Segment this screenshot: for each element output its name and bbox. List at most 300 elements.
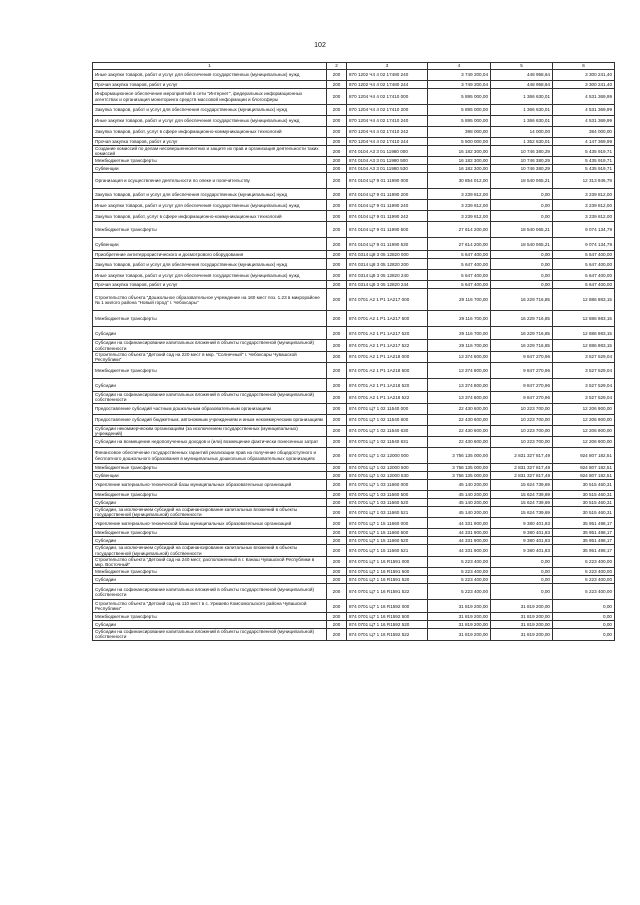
approved-amount-cell: 3 756 135 000,00	[428, 464, 491, 472]
remaining-amount-cell: 12 206 900,00	[553, 437, 615, 448]
remaining-amount-cell: 5 647 400,00	[553, 281, 615, 289]
table-row	[93, 363, 615, 379]
classification-code-cell: 874 0701 Ц7 1 15 11660 500	[347, 529, 428, 537]
approved-amount-cell: 27 614 200,00	[428, 238, 491, 251]
table-row	[93, 259, 615, 270]
executed-amount-cell: 10 223 700,00	[491, 437, 553, 448]
classification-code-cell: 874 0701 Ц7 1 02 11540 000	[347, 403, 428, 414]
executed-amount-cell: 9 847 270,96	[491, 351, 553, 362]
line-code-cell: 200	[327, 437, 347, 448]
line-code-cell: 200	[327, 81, 347, 89]
classification-code-cell: 874 0701 А2 1 Р1 1А218 000	[347, 351, 428, 362]
executed-amount-cell: 9 847 270,96	[491, 392, 553, 403]
approved-amount-cell: 16 182 300,00	[428, 146, 491, 157]
remaining-amount-cell: 12 206 900,00	[553, 425, 615, 436]
line-code-cell: 200	[327, 621, 347, 629]
executed-amount-cell: 448 958,64	[491, 81, 553, 89]
line-code-cell: 200	[327, 629, 347, 640]
executed-amount-cell: 0,00	[491, 259, 553, 270]
line-code-cell: 200	[327, 311, 347, 327]
line-code-cell: 200	[327, 105, 347, 116]
executed-amount-cell: 2 831 327 817,49	[491, 464, 553, 472]
header-cell-executed: 5	[491, 63, 553, 70]
classification-code-cell: 874 0701 Ц7 1 02 11540 600	[347, 414, 428, 425]
line-code-cell: 200	[327, 327, 347, 340]
expense-name-cell: Межбюджетные трансферты	[93, 613, 327, 621]
line-code-cell: 200	[327, 556, 347, 567]
remaining-amount-cell: 12 886 983,15	[553, 340, 615, 351]
expense-name-cell: Закупка товаров, работ, услуг в сфере информационно-коммуникационных технологий	[93, 127, 327, 138]
line-code-cell: 200	[327, 600, 347, 613]
classification-code-cell: 870 1204 Ч4 4 02 17410 200	[347, 105, 428, 116]
approved-amount-cell: 22 430 600,00	[428, 437, 491, 448]
classification-code-cell: 874 0104 Ц7 9 01 11990 240	[347, 200, 428, 211]
executed-amount-cell: 1 366 630,01	[491, 89, 553, 105]
approved-amount-cell: 44 331 900,00	[428, 518, 491, 529]
line-code-cell: 200	[327, 222, 347, 238]
table-row	[93, 464, 615, 472]
approved-amount-cell: 44 331 900,00	[428, 529, 491, 537]
table-row	[93, 165, 615, 173]
approved-amount-cell: 45 140 200,00	[428, 499, 491, 507]
approved-amount-cell: 5 647 400,00	[428, 251, 491, 259]
remaining-amount-cell: 30 515 460,31	[553, 507, 615, 518]
classification-code-cell: 874 0701 А2 1 Р1 1А218 500	[347, 363, 428, 379]
line-code-cell: 200	[327, 340, 347, 351]
executed-amount-cell: 16 229 716,85	[491, 327, 553, 340]
approved-amount-cell: 5 223 400,00	[428, 556, 491, 567]
executed-amount-cell: 0,00	[491, 576, 553, 584]
remaining-amount-cell: 12 886 983,15	[553, 289, 615, 311]
table-row	[93, 379, 615, 392]
classification-code-cell: 874 0104 Ц7 9 01 11990 530	[347, 238, 428, 251]
approved-amount-cell: 3 756 135 000,00	[428, 472, 491, 480]
classification-code-cell: 874 0701 А2 1 Р1 1А218 520	[347, 379, 428, 392]
classification-code-cell: 874 0701 Ц7 1 03 11660 500	[347, 491, 428, 499]
executed-amount-cell: 18 540 065,21	[491, 222, 553, 238]
executed-amount-cell: 9 380 401,83	[491, 545, 553, 556]
remaining-amount-cell: 4 147 369,99	[553, 138, 615, 146]
line-code-cell: 200	[327, 518, 347, 529]
remaining-amount-cell: 3 239 812,00	[553, 189, 615, 200]
approved-amount-cell: 16 182 300,00	[428, 165, 491, 173]
executed-amount-cell: 1 366 630,01	[491, 116, 553, 127]
line-code-cell: 200	[327, 89, 347, 105]
approved-amount-cell: 3 756 135 000,00	[428, 448, 491, 464]
executed-amount-cell: 31 819 200,00	[491, 621, 553, 629]
table-row	[93, 238, 615, 251]
table-row	[93, 472, 615, 480]
classification-code-cell: 874 0701 Ц7 1 16 R1592 522	[347, 629, 428, 640]
classification-code-cell: 874 0701 Ц7 1 16 R1591 000	[347, 556, 428, 567]
remaining-amount-cell: 3 239 812,00	[553, 211, 615, 222]
expense-name-cell: Субсидии на софинансирование капитальных вложений в объекты государственной (муниципальной) собственности	[93, 584, 327, 600]
classification-code-cell: 874 0104 Ц7 9 01 11990 242	[347, 211, 428, 222]
line-code-cell: 200	[327, 363, 347, 379]
classification-code-cell: 874 0701 А2 1 Р1 1А217 522	[347, 340, 428, 351]
classification-code-cell: 874 0701 Ц7 1 16 R1592 520	[347, 621, 428, 629]
table-row	[93, 81, 615, 89]
classification-code-cell: 874 0701 Ц7 1 15 11660 520	[347, 537, 428, 545]
table-row	[93, 251, 615, 259]
table-row	[93, 518, 615, 529]
executed-amount-cell: 0,00	[491, 211, 553, 222]
approved-amount-cell: 5 223 400,00	[428, 576, 491, 584]
classification-code-cell: 870 1204 Ч4 4 02 17410 000	[347, 89, 428, 105]
expense-name-cell: Субсидии	[93, 576, 327, 584]
line-code-cell: 200	[327, 127, 347, 138]
table-row	[93, 448, 615, 464]
classification-code-cell: 874 0104 Ц7 9 01 11990 200	[347, 189, 428, 200]
table-header-row	[93, 63, 615, 70]
executed-amount-cell: 16 229 716,85	[491, 340, 553, 351]
remaining-amount-cell: 12 886 983,15	[553, 311, 615, 327]
expense-name-cell: Межбюджетные трансферты	[93, 311, 327, 327]
executed-amount-cell: 9 380 401,83	[491, 537, 553, 545]
approved-amount-cell: 31 819 200,00	[428, 621, 491, 629]
executed-amount-cell: 15 624 739,69	[491, 480, 553, 491]
table-row	[93, 157, 615, 165]
expense-name-cell: Прочая закупка товаров, работ и услуг	[93, 281, 327, 289]
line-code-cell: 200	[327, 584, 347, 600]
approved-amount-cell: 13 374 800,00	[428, 363, 491, 379]
approved-amount-cell: 30 854 012,00	[428, 173, 491, 189]
remaining-amount-cell: 5 223 400,00	[553, 576, 615, 584]
expense-name-cell: Иные закупки товаров, работ и услуг для обеспечения государственных (муниципальных) нужд	[93, 70, 327, 81]
approved-amount-cell: 5 647 400,00	[428, 259, 491, 270]
approved-amount-cell: 44 331 900,00	[428, 545, 491, 556]
table-row	[93, 507, 615, 518]
line-code-cell: 200	[327, 138, 347, 146]
line-code-cell: 200	[327, 116, 347, 127]
remaining-amount-cell: 3 300 241,40	[553, 70, 615, 81]
remaining-amount-cell: 384 000,00	[553, 127, 615, 138]
table-row	[93, 289, 615, 311]
approved-amount-cell: 5 223 400,00	[428, 584, 491, 600]
classification-code-cell: 874 0701 Ц7 1 16 R1592 000	[347, 600, 428, 613]
approved-amount-cell: 3 239 812,00	[428, 200, 491, 211]
approved-amount-cell: 31 819 200,00	[428, 600, 491, 613]
remaining-amount-cell: 5 435 919,71	[553, 146, 615, 157]
line-code-cell: 200	[327, 480, 347, 491]
executed-amount-cell: 2 831 327 817,49	[491, 472, 553, 480]
expense-name-cell: Иные закупки товаров, работ и услуг для обеспечения государственных (муниципальных) нужд	[93, 200, 327, 211]
executed-amount-cell: 10 746 380,29	[491, 157, 553, 165]
table-row	[93, 70, 615, 81]
table-row	[93, 146, 615, 157]
executed-amount-cell: 9 380 401,83	[491, 529, 553, 537]
remaining-amount-cell: 30 515 460,31	[553, 491, 615, 499]
executed-amount-cell: 14 000,00	[491, 127, 553, 138]
table-row	[93, 437, 615, 448]
remaining-amount-cell: 3 300 241,40	[553, 81, 615, 89]
classification-code-cell: 874 0701 Ц7 1 03 11660 000	[347, 480, 428, 491]
expense-name-cell: Предоставление субсидий частным дошкольным образовательным организациям	[93, 403, 327, 414]
classification-code-cell: 870 1204 Ч4 4 02 17410 242	[347, 127, 428, 138]
executed-amount-cell: 1 366 630,01	[491, 105, 553, 116]
expense-name-cell: Субсидии, за исключением субсидий на софинансирование капитальных вложений в объекты государственной (муниципальной) собственности	[93, 507, 327, 518]
table-row	[93, 127, 615, 138]
expense-name-cell: Иные закупки товаров, работ и услуг для обеспечения государственных (муниципальных) нужд	[93, 270, 327, 281]
expense-name-cell: Межбюджетные трансферты	[93, 464, 327, 472]
budget-execution-table	[92, 62, 615, 641]
expense-name-cell: Закупка товаров, работ и услуг для обеспечения государственных (муниципальных) нужд	[93, 189, 327, 200]
classification-code-cell: 874 0104 А3 3 01 11980 530	[347, 165, 428, 173]
classification-code-cell: 874 0701 Ц7 1 16 R1592 500	[347, 613, 428, 621]
remaining-amount-cell: 12 206 900,00	[553, 403, 615, 414]
table-row	[93, 480, 615, 491]
line-code-cell: 200	[327, 289, 347, 311]
executed-amount-cell: 1 352 630,01	[491, 138, 553, 146]
approved-amount-cell: 3 749 200,04	[428, 81, 491, 89]
remaining-amount-cell: 35 951 498,17	[553, 518, 615, 529]
classification-code-cell: 874 0701 Ц7 1 16 R1591 522	[347, 584, 428, 600]
line-code-cell: 200	[327, 545, 347, 556]
executed-amount-cell: 15 624 739,69	[491, 491, 553, 499]
approved-amount-cell: 31 819 200,00	[428, 613, 491, 621]
approved-amount-cell: 3 239 812,00	[428, 211, 491, 222]
classification-code-cell: 874 0104 Ц7 9 01 11990 000	[347, 173, 428, 189]
table-row	[93, 327, 615, 340]
remaining-amount-cell: 924 807 182,51	[553, 448, 615, 464]
line-code-cell: 200	[327, 568, 347, 576]
classification-code-cell: 874 0701 Ц7 1 02 12000 530	[347, 472, 428, 480]
remaining-amount-cell: 3 527 529,04	[553, 351, 615, 362]
executed-amount-cell: 9 847 270,96	[491, 363, 553, 379]
classification-code-cell: 874 0701 А2 1 Р1 1А217 520	[347, 327, 428, 340]
approved-amount-cell: 22 430 600,00	[428, 414, 491, 425]
line-code-cell: 200	[327, 491, 347, 499]
executed-amount-cell: 15 624 739,69	[491, 499, 553, 507]
line-code-cell: 200	[327, 270, 347, 281]
remaining-amount-cell: 3 527 529,04	[553, 392, 615, 403]
remaining-amount-cell: 5 647 400,00	[553, 259, 615, 270]
line-code-cell: 200	[327, 414, 347, 425]
remaining-amount-cell: 5 435 919,71	[553, 165, 615, 173]
table-row	[93, 211, 615, 222]
executed-amount-cell: 31 819 200,00	[491, 613, 553, 621]
expense-name-cell: Создание комиссий по делам несовершеннолетних и защите их прав и организация деятельности таких комиссий	[93, 146, 327, 157]
remaining-amount-cell: 0,00	[553, 629, 615, 640]
expense-name-cell: Закупка товаров, работ и услуг для обеспечения государственных (муниципальных) нужд	[93, 105, 327, 116]
expense-name-cell: Субсидии	[93, 379, 327, 392]
expense-name-cell: Укрепление материально-технической базы муниципальных образовательных организаций	[93, 480, 327, 491]
remaining-amount-cell: 0,00	[553, 600, 615, 613]
executed-amount-cell: 0,00	[491, 584, 553, 600]
table-row	[93, 425, 615, 436]
table-row	[93, 414, 615, 425]
table-row	[93, 116, 615, 127]
approved-amount-cell: 31 819 200,00	[428, 629, 491, 640]
expense-name-cell: Субсидии	[93, 537, 327, 545]
expense-name-cell: Межбюджетные трансферты	[93, 157, 327, 165]
expense-name-cell: Субсидии	[93, 499, 327, 507]
executed-amount-cell: 0,00	[491, 189, 553, 200]
approved-amount-cell: 16 182 300,00	[428, 157, 491, 165]
table-row	[93, 545, 615, 556]
header-cell-remaining: 6	[553, 63, 615, 70]
classification-code-cell: 874 0701 Ц7 1 02 11540 630	[347, 425, 428, 436]
approved-amount-cell: 13 374 800,00	[428, 392, 491, 403]
remaining-amount-cell: 3 239 812,00	[553, 200, 615, 211]
expense-name-cell: Строительство объекта "Детский сад на 220 мест в мкр. "Солнечный" г. Чебоксары Чувашской Республики"	[93, 351, 327, 362]
table-row	[93, 281, 615, 289]
approved-amount-cell: 22 430 600,00	[428, 425, 491, 436]
line-code-cell: 200	[327, 537, 347, 545]
approved-amount-cell: 5 647 400,00	[428, 270, 491, 281]
line-code-cell: 200	[327, 472, 347, 480]
header-cell-code: 2	[327, 63, 347, 70]
table-row	[93, 270, 615, 281]
table-row	[93, 584, 615, 600]
expense-name-cell: Организация и осуществление деятельности по опеке и попечительству	[93, 173, 327, 189]
approved-amount-cell: 13 374 800,00	[428, 351, 491, 362]
expense-name-cell: Межбюджетные трансферты	[93, 363, 327, 379]
line-code-cell: 200	[327, 173, 347, 189]
line-code-cell: 200	[327, 425, 347, 436]
classification-code-cell: 874 0701 Ц7 1 16 R1591 500	[347, 568, 428, 576]
classification-code-cell: 874 0701 Ц7 1 02 12000 500	[347, 464, 428, 472]
table-row	[93, 392, 615, 403]
classification-code-cell: 874 0701 Ц7 1 15 11660 000	[347, 518, 428, 529]
approved-amount-cell: 5 895 000,00	[428, 105, 491, 116]
approved-amount-cell: 398 000,00	[428, 127, 491, 138]
line-code-cell: 200	[327, 146, 347, 157]
classification-code-cell: 870 1204 Ч4 4 02 17410 244	[347, 138, 428, 146]
expense-name-cell: Субсидии на возмещение недополученных доходов и (или) возмещение фактически понесенных затрат	[93, 437, 327, 448]
expense-name-cell: Межбюджетные трансферты	[93, 568, 327, 576]
expense-name-cell: Строительство объекта "Дошкольное образовательное учреждение на 160 мест поз. 1.23 в микрорайоне № 1 жилого района "Новый город" г. Чебоксары"	[93, 289, 327, 311]
approved-amount-cell: 5 895 000,00	[428, 116, 491, 127]
classification-code-cell: 874 0701 Ц7 1 03 11660 521	[347, 507, 428, 518]
expense-name-cell: Предоставление субсидий бюджетным, автономным учреждениям и иным некоммерческим организациям	[93, 414, 327, 425]
executed-amount-cell: 0,00	[491, 556, 553, 567]
remaining-amount-cell: 30 515 460,31	[553, 499, 615, 507]
line-code-cell: 200	[327, 259, 347, 270]
table-row	[93, 556, 615, 567]
table-body	[93, 70, 615, 641]
approved-amount-cell: 13 374 800,00	[428, 379, 491, 392]
remaining-amount-cell: 9 074 134,79	[553, 238, 615, 251]
remaining-amount-cell: 924 807 182,51	[553, 464, 615, 472]
remaining-amount-cell: 35 951 498,17	[553, 529, 615, 537]
expense-name-cell: Иные закупки товаров, работ и услуг для обеспечения государственных (муниципальных) нужд	[93, 116, 327, 127]
expense-name-cell: Закупка товаров, работ и услуг для обеспечения государственных (муниципальных) нужд	[93, 259, 327, 270]
table-row	[93, 613, 615, 621]
remaining-amount-cell: 3 527 529,04	[553, 363, 615, 379]
table-row	[93, 629, 615, 640]
line-code-cell: 200	[327, 281, 347, 289]
expense-name-cell: Субсидии на софинансирование капитальных вложений в объекты государственной (муниципальной) собственности	[93, 629, 327, 640]
line-code-cell: 200	[327, 70, 347, 81]
line-code-cell: 200	[327, 448, 347, 464]
expense-name-cell: Субсидии на софинансирование капитальных вложений в объекты государственной (муниципальной) собственности	[93, 340, 327, 351]
classification-code-cell: 874 0314 Ц8 3 05 12820 240	[347, 270, 428, 281]
classification-code-cell: 870 1202 Ч4 4 02 17480 244	[347, 81, 428, 89]
remaining-amount-cell: 924 807 182,51	[553, 472, 615, 480]
approved-amount-cell: 29 116 700,00	[428, 340, 491, 351]
remaining-amount-cell: 4 531 369,99	[553, 89, 615, 105]
line-code-cell: 200	[327, 200, 347, 211]
remaining-amount-cell: 5 223 400,00	[553, 584, 615, 600]
executed-amount-cell: 10 223 700,00	[491, 414, 553, 425]
executed-amount-cell: 0,00	[491, 281, 553, 289]
classification-code-cell: 874 0701 А2 1 Р1 1А217 500	[347, 311, 428, 327]
executed-amount-cell: 16 229 716,85	[491, 311, 553, 327]
expense-name-cell: Субвенции	[93, 238, 327, 251]
expense-name-cell: Строительство объекта "Детский сад на 110 мест в с. Урмаево Комсомольского района Чувашской Республики"	[93, 600, 327, 613]
header-cell-approved: 4	[428, 63, 491, 70]
executed-amount-cell: 0,00	[491, 251, 553, 259]
approved-amount-cell: 29 116 700,00	[428, 289, 491, 311]
executed-amount-cell: 0,00	[491, 270, 553, 281]
line-code-cell: 200	[327, 499, 347, 507]
executed-amount-cell: 9 847 270,96	[491, 379, 553, 392]
executed-amount-cell: 18 540 065,21	[491, 173, 553, 189]
approved-amount-cell: 29 116 700,00	[428, 311, 491, 327]
remaining-amount-cell: 5 647 400,00	[553, 270, 615, 281]
remaining-amount-cell: 5 647 400,00	[553, 251, 615, 259]
table-row	[93, 138, 615, 146]
classification-code-cell: 874 0104 А3 3 01 11980 000	[347, 146, 428, 157]
line-code-cell: 200	[327, 576, 347, 584]
table-row	[93, 529, 615, 537]
expense-name-cell: Субсидии некоммерческим организациям (за исключением государственных (муниципальных) учреждений)	[93, 425, 327, 436]
remaining-amount-cell: 12 206 900,00	[553, 414, 615, 425]
remaining-amount-cell: 0,00	[553, 613, 615, 621]
approved-amount-cell: 45 140 200,00	[428, 507, 491, 518]
remaining-amount-cell: 5 223 400,00	[553, 568, 615, 576]
approved-amount-cell: 3 749 200,04	[428, 70, 491, 81]
executed-amount-cell: 18 540 065,21	[491, 238, 553, 251]
approved-amount-cell: 27 614 200,00	[428, 222, 491, 238]
classification-code-cell: 874 0701 А2 1 Р1 1А218 522	[347, 392, 428, 403]
expense-name-cell: Субсидии на софинансирование капитальных вложений в объекты государственной (муниципальной) собственности	[93, 392, 327, 403]
executed-amount-cell: 15 624 739,69	[491, 507, 553, 518]
line-code-cell: 200	[327, 464, 347, 472]
line-code-cell: 200	[327, 238, 347, 251]
line-code-cell: 200	[327, 165, 347, 173]
expense-name-cell: Информационное обеспечение мероприятий в сети "Интернет", федеральных информационных агентствах и организация мониторинга средств массовой информации и блогосферы	[93, 89, 327, 105]
table-row	[93, 89, 615, 105]
line-code-cell: 200	[327, 507, 347, 518]
approved-amount-cell: 5 647 400,00	[428, 281, 491, 289]
expense-name-cell: Финансовое обеспечение государственных гарантий реализации прав на получение общедоступного и бесплатного дошкольного образования в муниципальных дошкольных образовательных организациях	[93, 448, 327, 464]
expense-name-cell: Субвенции	[93, 165, 327, 173]
classification-code-cell: 874 0701 Ц7 1 03 11660 520	[347, 499, 428, 507]
table-row	[93, 189, 615, 200]
remaining-amount-cell: 4 531 369,99	[553, 116, 615, 127]
classification-code-cell: 874 0701 Ц7 1 02 12000 000	[347, 448, 428, 464]
table-row	[93, 621, 615, 629]
expense-name-cell: Межбюджетные трансферты	[93, 491, 327, 499]
remaining-amount-cell: 35 951 498,17	[553, 545, 615, 556]
line-code-cell: 200	[327, 379, 347, 392]
table-row	[93, 200, 615, 211]
approved-amount-cell: 22 430 600,00	[428, 403, 491, 414]
table-row	[93, 491, 615, 499]
expense-name-cell: Приобретение антитеррористического и досмотрового оборудования	[93, 251, 327, 259]
line-code-cell: 200	[327, 211, 347, 222]
line-code-cell: 200	[327, 157, 347, 165]
remaining-amount-cell: 12 886 983,15	[553, 327, 615, 340]
executed-amount-cell: 10 223 700,00	[491, 425, 553, 436]
line-code-cell: 200	[327, 613, 347, 621]
line-code-cell: 200	[327, 403, 347, 414]
expense-name-cell: Межбюджетные трансферты	[93, 222, 327, 238]
table-row	[93, 340, 615, 351]
approved-amount-cell: 5 500 000,00	[428, 138, 491, 146]
